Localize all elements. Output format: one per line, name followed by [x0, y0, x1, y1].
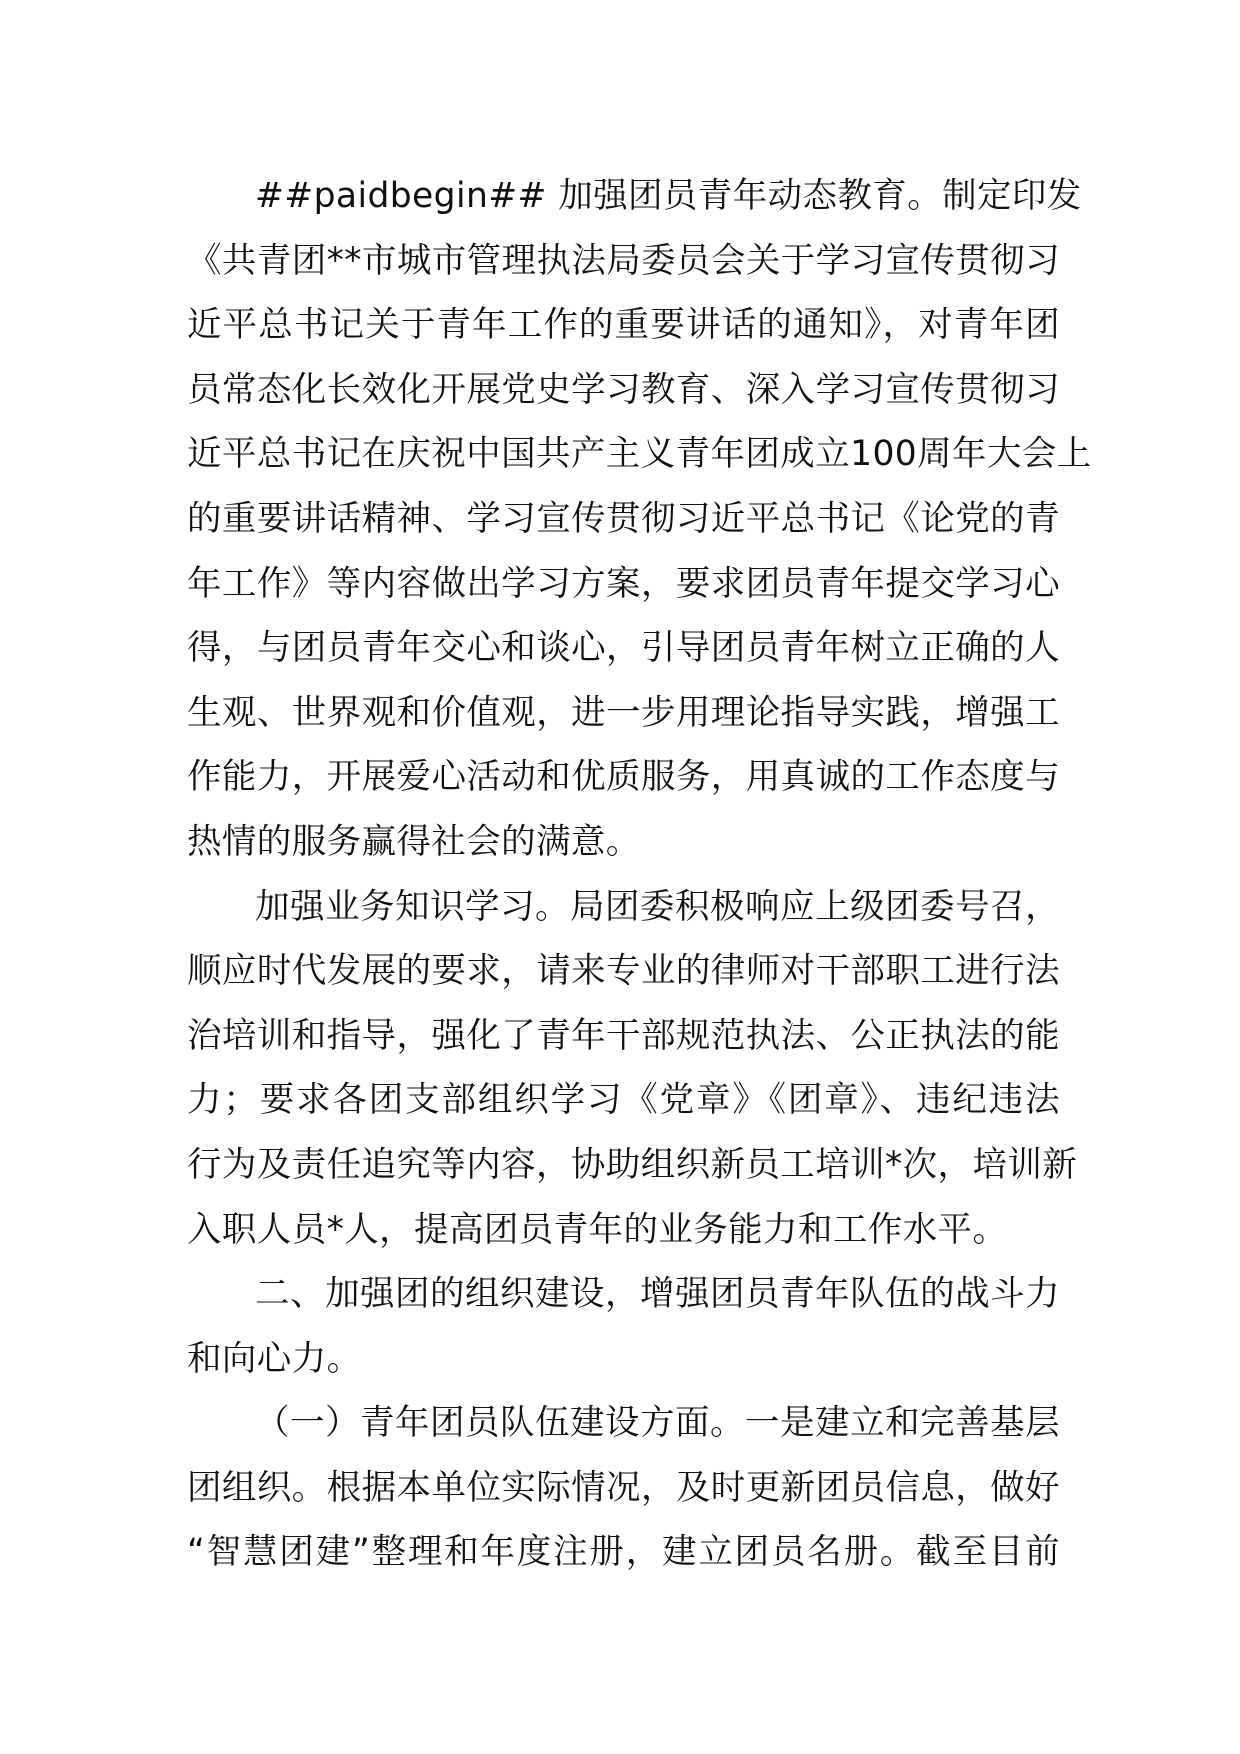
- paragraph-line: 《共青团**市城市管理执法局委员会关于学习宣传贯彻习: [187, 240, 1060, 281]
- paragraph-line: 行为及责任追究等内容，协助组织新员工培训*次，培训新: [187, 1144, 1078, 1185]
- paragraph-line: 加强业务知识学习。局团委积极响应上级团委号召，: [255, 886, 1060, 927]
- paragraph-line: 得，与团员青年交心和谈心，引导团员青年树立正确的人: [187, 628, 1060, 669]
- paragraph-line: 热情的服务赢得社会的满意。: [187, 821, 641, 862]
- paragraph-line: 团组织。根据本单位实际情况，及时更新团员信息，做好: [187, 1467, 1060, 1508]
- paragraph-line: 力；要求各团支部组织学习《党章》《团章》、违纪违法: [187, 1080, 1060, 1121]
- paragraph-line: 顺应时代发展的要求，请来专业的律师对干部职工进行法: [187, 951, 1060, 992]
- section-heading-line: 和向心力。: [187, 1338, 362, 1379]
- section-heading-line: 二、加强团的组织建设，增强团员青年队伍的战斗力: [255, 1274, 1060, 1315]
- paragraph-line: 近平总书记关于青年工作的重要讲话的通知》，对青年团: [187, 305, 1060, 346]
- paragraph-line: 员常态化长效化开展党史学习教育、深入学习宣传贯彻习: [187, 369, 1060, 410]
- paragraph-line: 入职人员*人，提高团员青年的业务能力和工作水平。: [187, 1209, 1008, 1250]
- paragraph-line: 近平总书记在庆祝中国共产主义青年团成立100周年大会上: [187, 434, 1092, 475]
- paragraph-line: 年工作》等内容做出学习方案，要求团员青年提交学习心: [187, 563, 1060, 604]
- paragraph-line: 治培训和指导，强化了青年干部规范执法、公正执法的能: [187, 1015, 1060, 1056]
- paragraph-line: （一）青年团员队伍建设方面。一是建立和完善基层: [255, 1403, 1060, 1444]
- paragraph-line: 作能力，开展爱心活动和优质服务，用真诚的工作态度与: [187, 757, 1060, 798]
- paragraph-line: 的重要讲话精神、学习宣传贯彻习近平总书记《论党的青: [187, 498, 1060, 539]
- document-body: [187, 164, 1092, 1585]
- paragraph-line: 生观、世界观和价值观，进一步用理论指导实践，增强工: [187, 692, 1060, 733]
- paragraph-line: “智慧团建”整理和年度注册，建立团员名册。截至目前: [187, 1532, 1060, 1573]
- paragraph-line: ##paidbegin## 加强团员青年动态教育。制定印发: [255, 176, 1082, 216]
